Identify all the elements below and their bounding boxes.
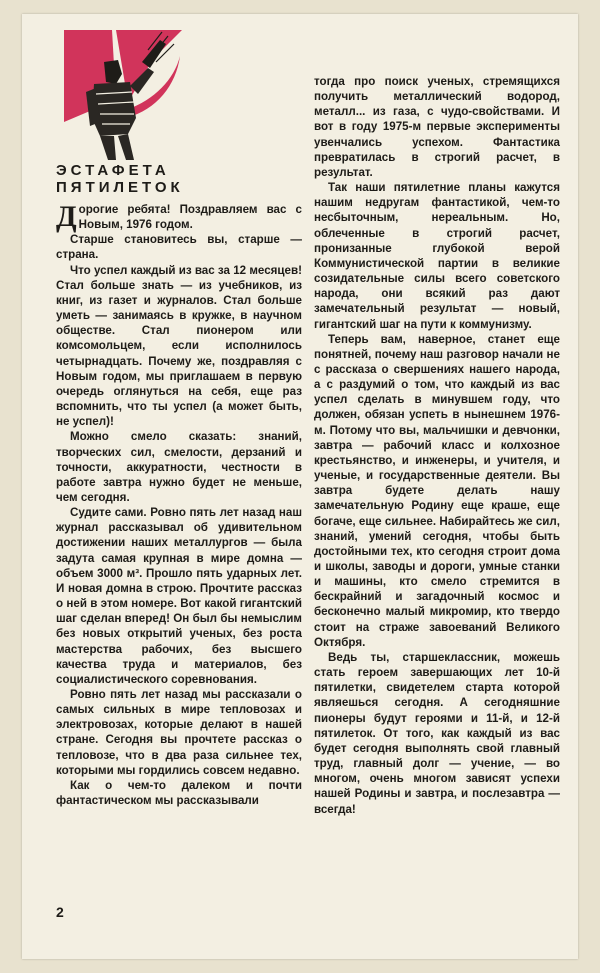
paragraph: Можно смело сказать: знаний, творческих сил, смелости, дерзаний и точности, аккуратности, честности в работе завтра нужно будет не меньше, чем сегодня. [56,430,302,504]
worker-torch-emblem-icon [56,22,206,162]
page-number: 2 [56,904,64,920]
section-heading [56,162,184,196]
paragraph: Дорогие ребята! Поздравляем вас с Новым, 1976 годом. [56,200,302,233]
heading-line-1: ЭСТАФЕТА [56,162,170,179]
heading-line-2: ПЯТИЛЕТОК [56,179,184,196]
paragraph: Как о чем-то далеком и почти фантастическом мы рассказывали [56,778,302,808]
right-text-column [314,74,560,817]
paragraph: Ровно пять лет назад мы рассказали о самых сильных в мире тепловозах и электровозах, которые делают в нашей стране. Сегодня вы прочтете рассказ о тепловозе, что в два раза сильнее тех, которыми мы гордились совсем недавно. [56,688,302,777]
paragraph: Теперь вам, наверное, станет еще понятней, почему наш разговор начали не с рассказа о свершениях нашего народа, а с раздумий о том, что каждый из вас успел сделать в минувшем году, что должен, обязан успеть в нынешнем 1976-м. Потому что вы, мальчишки и девчонки, завтра — рабочий класс и колхозное крестьянство, и инженеры, и учителя, и ученые, и государственные деятели. Вы завтра будете делать нашу замечательную Родину еще краше, еще богаче, еще сильнее. Набирайтесь же сил, знаний, умений сегодня, чтобы быть достойными тех, кто сегодня строит дома и школы, заводы и дороги, умные станки и машины, кто смело стремится в бескрайний и загадочный космос и бесконечно малый микромир, кто твердо стоит на страже завоеваний Великого Октября. [314,332,560,649]
magazine-page [22,14,578,959]
paragraph: Старше становитесь вы, старше — страна. [56,233,302,262]
paragraph: Судите сами. Ровно пять лет назад наш журнал рассказывал об удивительном достижении наших металлургов — была задута самая крупная в мире домна — объем 3000 м³. Прошло пять ударных лет. И новая домна в строю. Прочтите рассказ о ней в этом номере. Вот какой гигантский шаг сделан вперед! Он был бы немыслим без новых открытий ученых, без роста мастерства рабочих, без высшего качества труда и материалов, без социалистического соревнования. [56,506,302,686]
drop-cap: Д [56,200,77,233]
paragraph: Так наши пятилетние планы кажутся нашим недругам фантастикой, чем-то несбыточным, нереальным. Но, облеченные в строгий расчет, пронизанные глубокой верой Коммунистической партии в великие созидательные силы всего советского народа, они всякий раз дают замечательный результат — новый, гигантский шаг на пути к коммунизму. [314,181,560,331]
left-text-column [56,202,302,808]
paragraph: Ведь ты, старшеклассник, можешь стать героем завершающих лет 10-й пятилетки, свидетелем старта которой являешься сегодня. А сегодняшние пионеры будут героями и 11-й, и 12-й пятилеток. От того, как каждый из вас будет сегодня выполнять свой главный труд, главный долг — учение, — во многом, очень многом зависят успехи нашей Родины и завтра, и послезавтра — всегда! [314,650,560,816]
paragraph: тогда про поиск ученых, стремящихся получить металлический водород, металл... из газа, с чудо-свойствами. И вот в году 1975-м первые эксперименты увенчались успехом. Фантастика превратилась в строгий расчет, в результат. [314,75,560,179]
paragraph: Что успел каждый из вас за 12 месяцев! Стал больше знать — из учебников, из книг, из газет и журналов. Стал больше уметь — занимаясь в кружке, в научном обществе. Стал пионером или комсомольцем, если исполнилось четырнадцать. Почему же, поздравляя с Новым годом, мы приглашаем в первую очередь оглянуться на себя, еще раз вспомнить, что ты успел (а может быть, не успел)! [56,263,302,429]
